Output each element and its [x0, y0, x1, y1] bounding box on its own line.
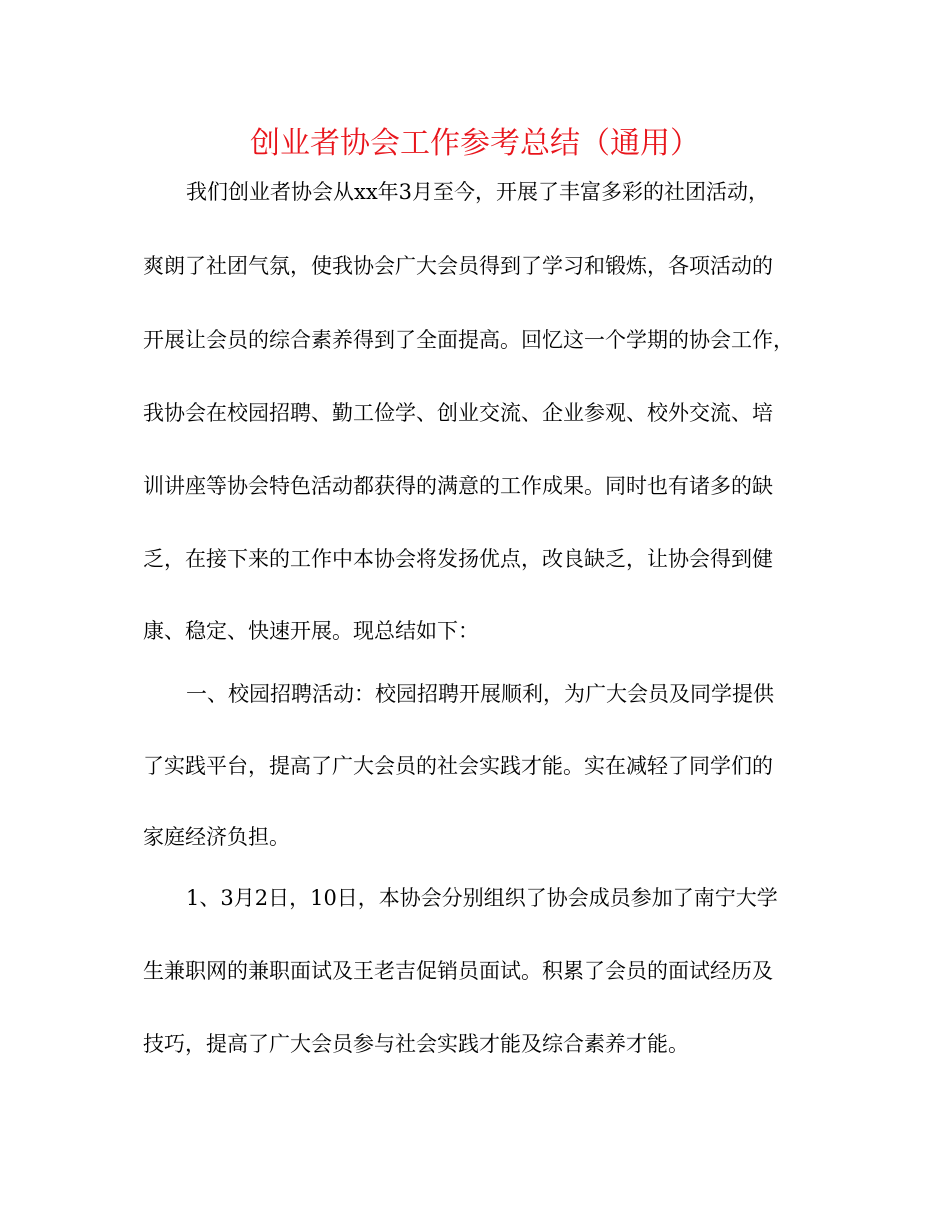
paragraph-line: 训讲座等协会特色活动都获得的满意的工作成果。同时也有诸多的缺 [143, 474, 773, 498]
paragraph-line: 1、3月2日，10日，本协会分别组织了协会成员参加了南宁大学 [186, 886, 778, 910]
paragraph-line: 了实践平台，提高了广大会员的社会实践才能。实在减轻了同学们的 [143, 754, 773, 778]
document-title: 创业者协会工作参考总结（通用） [250, 126, 700, 161]
paragraph-line: 一、校园招聘活动：校园招聘开展顺利，为广大会员及同学提供 [186, 682, 774, 706]
paragraph-line: 开展让会员的综合素养得到了全面提高。回忆这一个学期的协会工作， [143, 328, 794, 352]
paragraph-line: 技巧，提高了广大会员参与社会实践才能及综合素养才能。 [143, 1032, 689, 1056]
paragraph-line: 我们创业者协会从xx年3月至今，开展了丰富多彩的社团活动， [186, 180, 770, 204]
paragraph-line: 康、稳定、快速开展。现总结如下： [143, 619, 479, 643]
paragraph-line: 生兼职网的兼职面试及王老吉促销员面试。积累了会员的面试经历及 [143, 959, 773, 983]
paragraph-line: 乏，在接下来的工作中本协会将发扬优点，改良缺乏，让协会得到健 [143, 547, 773, 571]
paragraph-line: 我协会在校园招聘、勤工俭学、创业交流、企业参观、校外交流、培 [143, 401, 773, 425]
paragraph-line: 家庭经济负担。 [143, 825, 290, 849]
paragraph-line: 爽朗了社团气氛，使我协会广大会员得到了学习和锻炼，各项活动的 [143, 254, 773, 278]
